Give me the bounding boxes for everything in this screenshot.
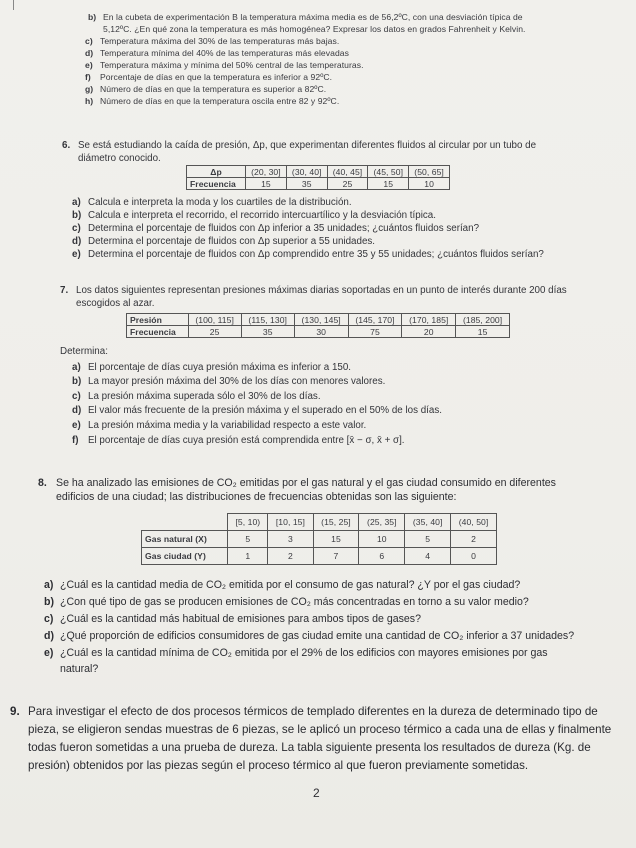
- table-cell: 15: [368, 178, 409, 190]
- item-text: La mayor presión máxima del 30% de los días con menores valores.: [88, 376, 386, 387]
- table-cell: 5: [405, 531, 451, 548]
- item-text: natural?: [60, 663, 99, 675]
- table-cell: 15: [313, 531, 359, 548]
- question-number: 8.: [38, 477, 47, 489]
- item-label: b): [44, 596, 54, 608]
- item-text: En la cubeta de experimentación B la temperatura máxima media es de 56,2ºC, con una desviación típica de: [103, 12, 523, 22]
- item-text: El porcentaje de días cuya presión máxima es inferior a 150.: [88, 362, 352, 373]
- table-cell: 4: [405, 548, 451, 565]
- q7-frequency-table: [126, 313, 510, 338]
- table-cell: (115, 130]: [241, 314, 294, 326]
- item-label: e): [72, 420, 81, 431]
- margin-mark: [13, 0, 14, 10]
- table-cell: (25, 35]: [359, 514, 405, 531]
- item-text: Número de días en que la temperatura es superior a 82ºC.: [100, 84, 327, 94]
- item-label: e): [44, 647, 54, 659]
- item-label: a): [72, 362, 81, 373]
- table-cell: (130, 145]: [294, 314, 348, 326]
- table-cell: 5: [228, 531, 268, 548]
- item-text: Calcula e interpreta la moda y los cuartiles de la distribución.: [88, 197, 352, 208]
- table-cell: 2: [268, 548, 313, 565]
- item-label: d): [85, 48, 94, 58]
- item-text: ¿Cuál es la cantidad más habitual de emisiones para ambos tipos de gases?: [60, 613, 421, 625]
- table-cell: (185, 200]: [456, 314, 510, 326]
- table-cell: (15, 25]: [313, 514, 359, 531]
- page-number: 2: [313, 786, 320, 800]
- item-label: d): [72, 236, 82, 247]
- question-text: presión) obtenidos por las piezas según el proceso térmico al que fueron previamente sometidas.: [28, 759, 529, 772]
- item-label: c): [72, 223, 81, 234]
- table-cell: 15: [246, 178, 287, 190]
- item-text: Determina el porcentaje de fluidos con Δp comprendido entre 35 y 55 unidades; ¿cuántos fluidos serían?: [88, 249, 544, 260]
- table-header: Presión: [127, 314, 189, 326]
- question-text: edificios de una ciudad; las distribuciones de frecuencias obtenidas son las siguiente:: [56, 491, 457, 503]
- item-label: b): [72, 376, 82, 387]
- table-cell: (40, 45]: [327, 166, 368, 178]
- table-cell: (20, 30]: [246, 166, 287, 178]
- question-text: Se está estudiando la caída de presión, Δp, que experimentan diferentes fluidos al circular por un tubo de: [78, 140, 537, 151]
- item-label: d): [44, 630, 54, 642]
- table-cell: (35, 40]: [405, 514, 451, 531]
- table-cell: (145, 170]: [348, 314, 402, 326]
- table-corner-cell: [142, 514, 228, 531]
- item-text: Número de días en que la temperatura oscila entre 82 y 92ºC.: [100, 96, 340, 106]
- table-cell: 6: [359, 548, 405, 565]
- table-header: Δp: [187, 166, 246, 178]
- question-text: diámetro conocido.: [78, 153, 161, 164]
- item-text: 5,12ºC. ¿En qué zona la temperatura es más homogénea? Expresar los datos en grados Fahrenheit y Kelvin.: [103, 24, 526, 34]
- table-cell: (100, 115]: [188, 314, 241, 326]
- question-text: todas fueron sometidas a una prueba de dureza. La tabla siguiente presenta los resultados de dureza (Kg. de: [28, 741, 591, 754]
- item-text: ¿Con qué tipo de gas se producen emisiones de CO₂ más concentradas en torno a su valor medio?: [60, 596, 529, 608]
- table-cell: 3: [268, 531, 313, 548]
- table-cell: 7: [313, 548, 359, 565]
- determina-label: Determina:: [60, 346, 108, 357]
- table-cell: 15: [456, 326, 510, 338]
- item-label: f): [85, 72, 91, 82]
- table-cell: 10: [359, 531, 405, 548]
- question-number: 6.: [62, 140, 71, 151]
- question-text: pieza, se eligieron sendas muestras de 6 piezas, se le aplicó un proceso térmico a cada una de ellas y finalmente: [28, 723, 612, 736]
- item-text: ¿Cuál es la cantidad media de CO₂ emitida por el consumo de gas natural? ¿Y por el gas ciudad?: [60, 579, 521, 591]
- table-cell: (40, 50]: [451, 514, 497, 531]
- item-text: Temperatura máxima del 30% de las temperaturas más bajas.: [100, 36, 340, 46]
- item-text: Determina el porcentaje de fluidos con Δp inferior a 35 unidades; ¿cuántos fluidos serían?: [88, 223, 480, 234]
- table-cell: 20: [402, 326, 456, 338]
- item-label: a): [72, 197, 81, 208]
- question-text: escogidos al azar.: [76, 298, 155, 309]
- item-text: Temperatura máxima y mínima del 50% central de las temperaturas.: [100, 60, 364, 70]
- table-cell: 35: [286, 178, 327, 190]
- table-cell: 1: [228, 548, 268, 565]
- item-label: c): [72, 391, 81, 402]
- table-cell: 30: [294, 326, 348, 338]
- question-number: 7.: [60, 285, 69, 296]
- q8-frequency-table: [141, 513, 497, 565]
- item-label: e): [72, 249, 81, 260]
- table-cell: 25: [327, 178, 368, 190]
- table-cell: (50, 65]: [409, 166, 450, 178]
- item-label: h): [85, 96, 94, 106]
- item-label: e): [85, 60, 93, 70]
- item-text: El porcentaje de días cuya presión está comprendida entre [x̄ − σ, x̄ + σ].: [88, 435, 405, 446]
- table-cell: 25: [188, 326, 241, 338]
- item-text: Porcentaje de días en que la temperatura es inferior a 92ºC.: [100, 72, 333, 82]
- table-header: Frecuencia: [187, 178, 246, 190]
- item-text: Calcula e interpreta el recorrido, el recorrido intercuartílico y la desviación típica.: [88, 210, 436, 221]
- table-header: Gas ciudad (Y): [142, 548, 228, 565]
- item-label: c): [85, 36, 93, 46]
- table-cell: 2: [451, 531, 497, 548]
- question-number: 9.: [10, 705, 20, 718]
- table-cell: [5, 10): [228, 514, 268, 531]
- table-cell: 75: [348, 326, 402, 338]
- item-text: ¿Qué proporción de edificios consumidores de gas ciudad emite una cantidad de CO₂ inferior a 37 unidades?: [60, 630, 575, 642]
- item-text: Temperatura mínima del 40% de las temperaturas más elevadas: [100, 48, 349, 58]
- table-cell: (45, 50]: [368, 166, 409, 178]
- question-text: Para investigar el efecto de dos procesos térmicos de templado diferentes en la dureza de determinado tipo de: [28, 705, 598, 718]
- table-header: Frecuencia: [127, 326, 189, 338]
- item-text: La presión máxima superada sólo el 30% de los días.: [88, 391, 321, 402]
- item-label: c): [44, 613, 54, 625]
- item-label: g): [85, 84, 94, 94]
- table-cell: 10: [409, 178, 450, 190]
- question-text: Se ha analizado las emisiones de CO₂ emitidas por el gas natural y el gas ciudad consumido en diferentes: [56, 477, 556, 489]
- item-text: El valor más frecuente de la presión máxima y el superado en el 50% de los días.: [88, 405, 442, 416]
- question-text: Los datos siguientes representan presiones máximas diarias soportadas en un punto de interés durante 200 días: [76, 285, 567, 296]
- item-text: Determina el porcentaje de fluidos con Δp superior a 55 unidades.: [88, 236, 376, 247]
- item-label: b): [88, 12, 97, 22]
- table-cell: (170, 185]: [402, 314, 456, 326]
- item-label: f): [72, 435, 79, 446]
- item-label: b): [72, 210, 82, 221]
- item-label: a): [44, 579, 54, 591]
- q6-frequency-table: [186, 165, 450, 190]
- table-cell: 35: [241, 326, 294, 338]
- table-cell: 0: [451, 548, 497, 565]
- table-cell: (30, 40]: [286, 166, 327, 178]
- item-text: ¿Cuál es la cantidad mínima de CO₂ emitida por el 29% de los edificios con mayores emisiones por gas: [60, 647, 548, 659]
- table-header: Gas natural (X): [142, 531, 228, 548]
- table-cell: [10, 15]: [268, 514, 313, 531]
- item-text: La presión máxima media y la variabilidad respecto a este valor.: [88, 420, 367, 431]
- item-label: d): [72, 405, 82, 416]
